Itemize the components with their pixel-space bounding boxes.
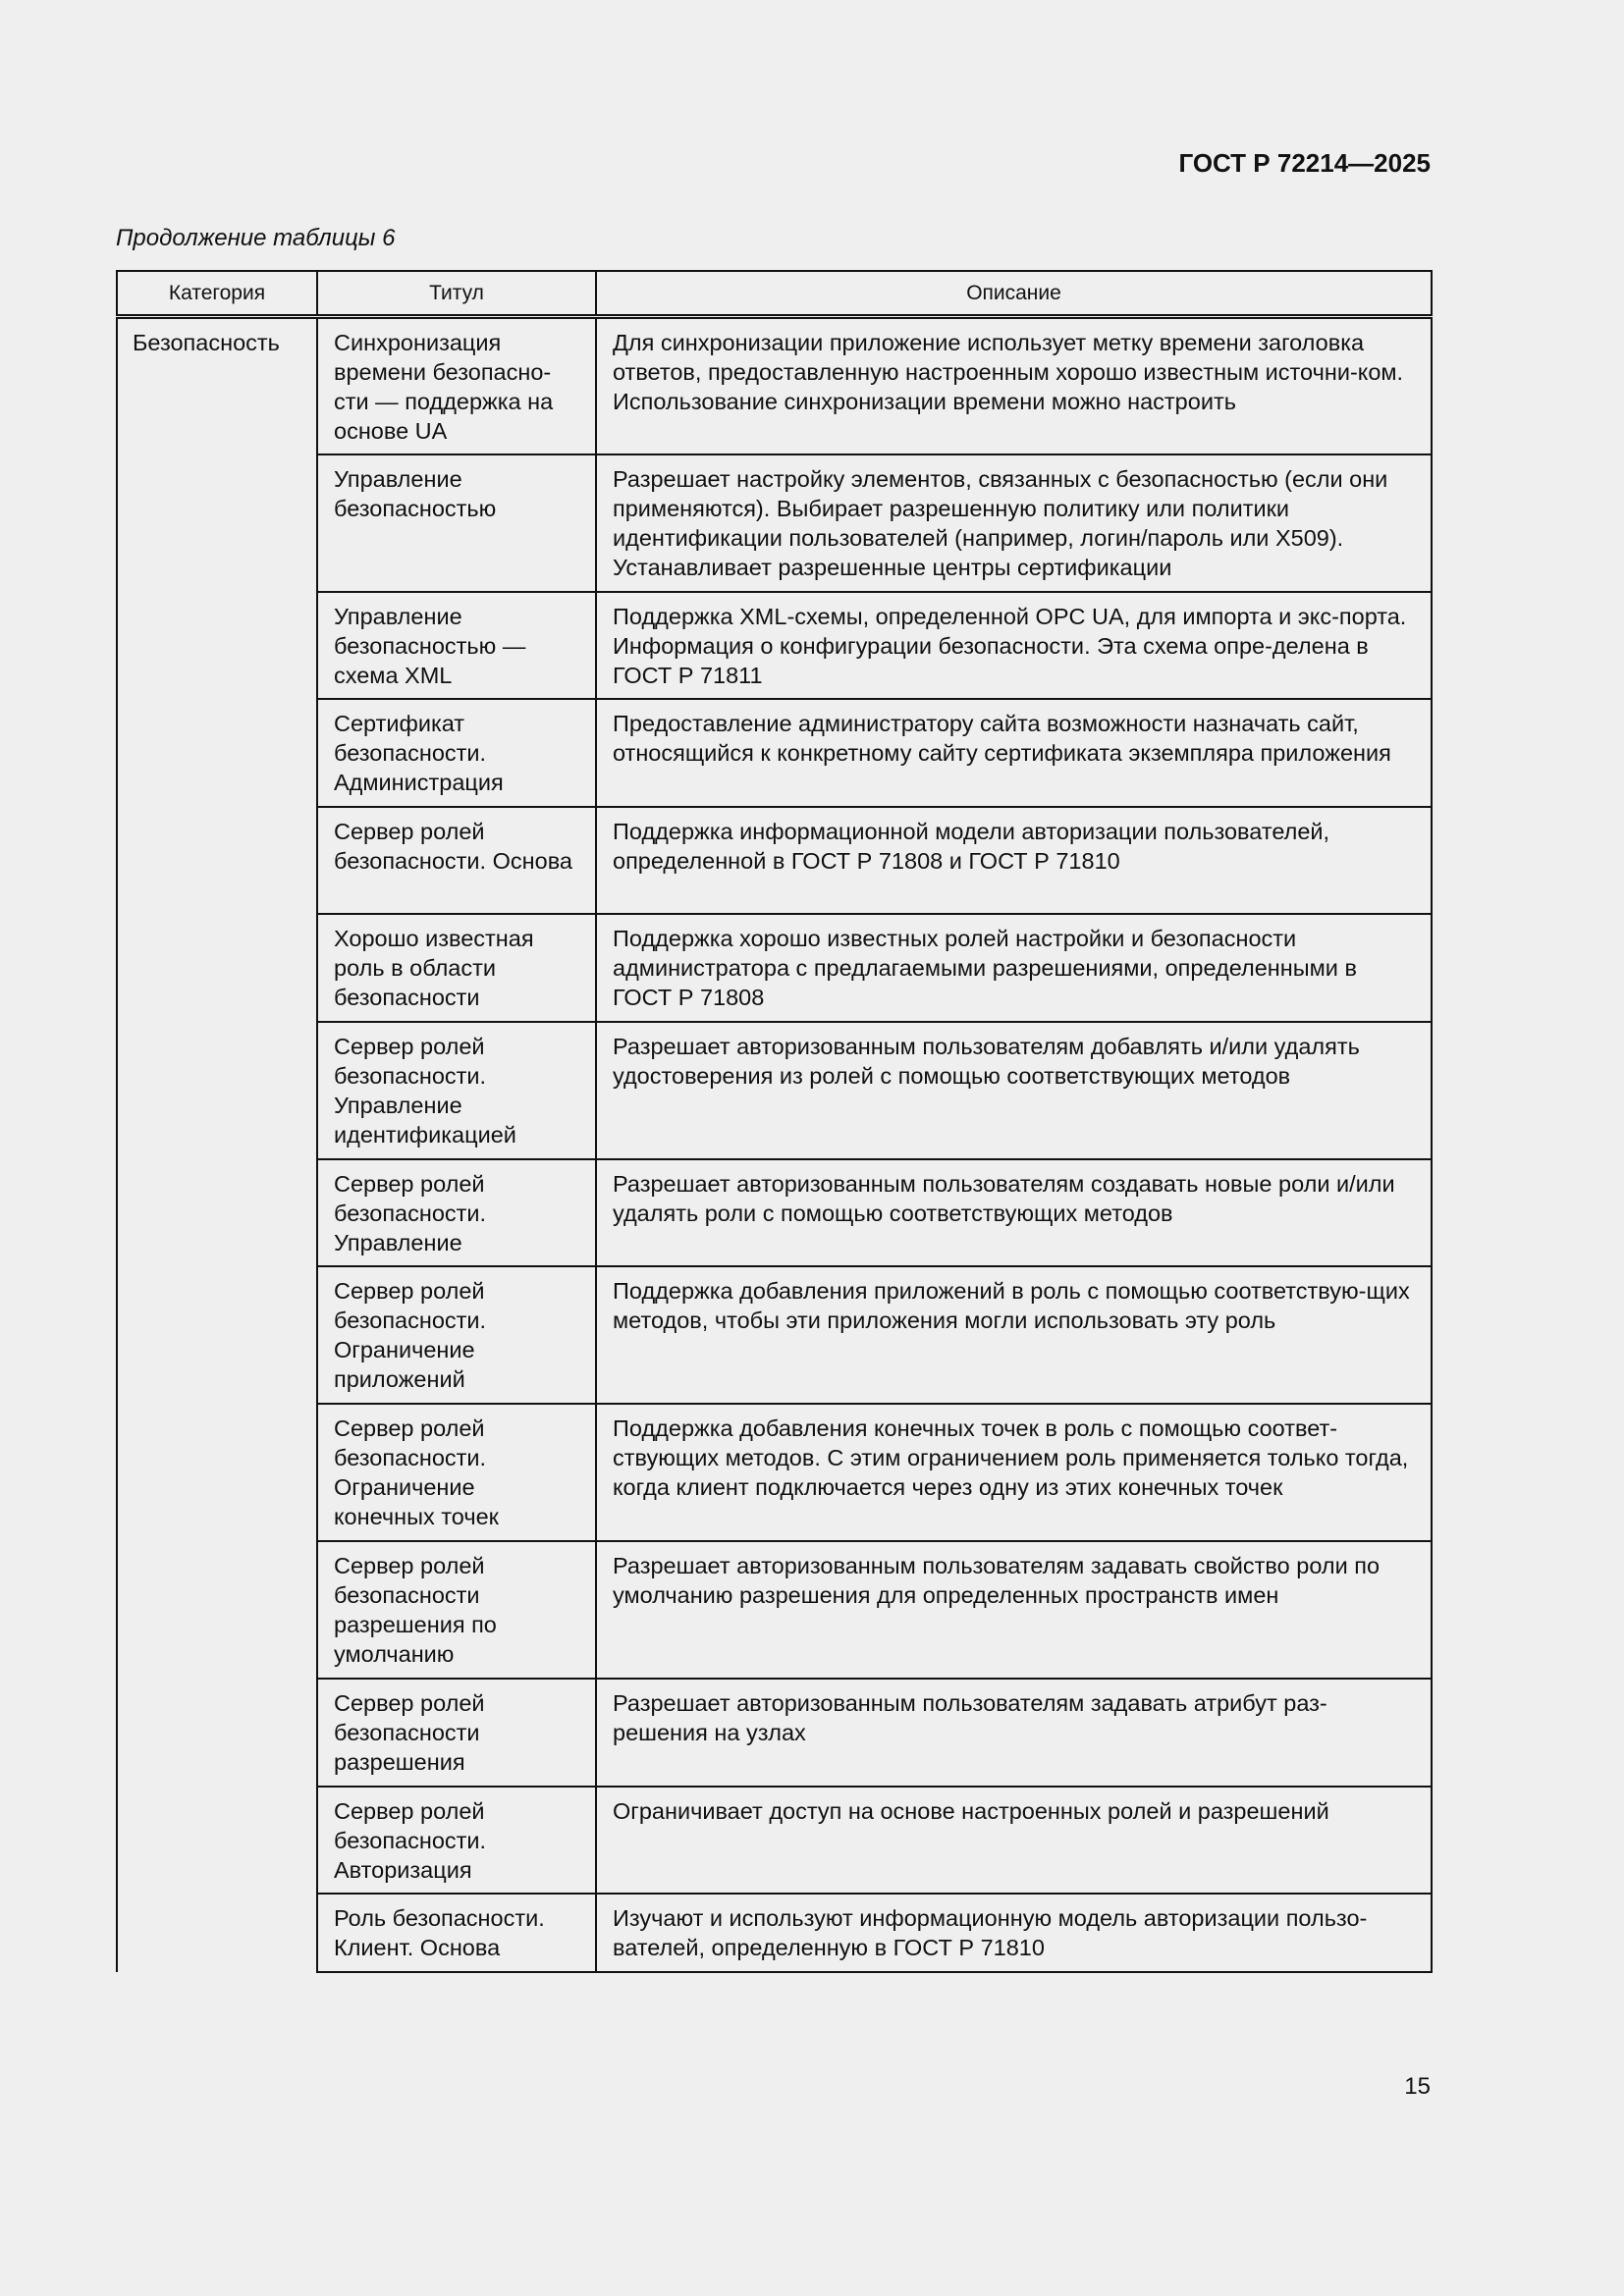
title-cell: Роль безопасности. Клиент. Основа (317, 1894, 596, 1972)
header-category: Категория (117, 271, 317, 317)
title-cell: Сервер ролей безопасности. Ограничение приложений (317, 1266, 596, 1404)
description-cell: Разрешает авторизованным пользователям задавать атрибут раз-решения на узлах (596, 1679, 1432, 1787)
description-cell: Для синхронизации приложение использует метку времени заголовка ответов, предоставленную настроенным хорошо известным источни-ком. Использование синхронизации времени можно настроить (596, 317, 1432, 455)
description-cell: Поддержка XML-схемы, определенной OPC UA, для импорта и экс-порта. Информация о конфигурации безопасности. Эта схема опре-делена в ГОСТ Р 71811 (596, 592, 1432, 699)
description-cell: Предоставление администратору сайта возможности назначать сайт, относящийся к конкретному сайту сертификата экземпляра приложения (596, 699, 1432, 807)
document-code: ГОСТ Р 72214—2025 (1178, 148, 1431, 178)
title-cell: Управление безопасностью — схема XML (317, 592, 596, 699)
title-cell: Сертификат безопасности. Администрация (317, 699, 596, 807)
category-cell: Безопасность (117, 317, 317, 1973)
description-cell: Поддержка добавления приложений в роль с помощью соответствую-щих методов, чтобы эти приложения могли использовать эту роль (596, 1266, 1432, 1404)
description-cell: Поддержка хорошо известных ролей настройки и безопасности администратора с предлагаемыми разрешениями, определенными в ГОСТ Р 71808 (596, 914, 1432, 1022)
description-cell: Ограничивает доступ на основе настроенных ролей и разрешений (596, 1787, 1432, 1894)
title-cell: Сервер ролей безопасности. Основа (317, 807, 596, 914)
title-cell: Синхронизация времени безопасно-сти — поддержка на основе UA (317, 317, 596, 455)
description-cell: Поддержка добавления конечных точек в роль с помощью соответ-ствующих методов. С этим ограничением роль применяется только тогда, когда клиент подключается через одну из этих конечных точек (596, 1404, 1432, 1541)
title-cell: Сервер ролей безопасности. Ограничение конечных точек (317, 1404, 596, 1541)
title-cell: Сервер ролей безопасности. Управление идентификацией (317, 1022, 596, 1159)
title-cell: Сервер ролей безопасности. Авторизация (317, 1787, 596, 1894)
title-cell: Хорошо известная роль в области безопасности (317, 914, 596, 1022)
title-cell: Сервер ролей безопасности разрешения (317, 1679, 596, 1787)
table-continuation-caption: Продолжение таблицы 6 (116, 225, 396, 251)
description-cell: Изучают и используют информационную модель авторизации пользо-вателей, определенную в ГОСТ Р 71810 (596, 1894, 1432, 1972)
header-title: Титул (317, 271, 596, 317)
title-cell: Сервер ролей безопасности разрешения по умолчанию (317, 1541, 596, 1679)
description-cell: Разрешает авторизованным пользователям задавать свойство роли по умолчанию разрешения для определенных пространств имен (596, 1541, 1432, 1679)
page-number: 15 (1404, 2073, 1431, 2100)
description-cell: Разрешает настройку элементов, связанных с безопасностью (если они применяются). Выбирает разрешенную политику или политики идентификации пользователей (например, логин/пароль или X509). Устанавливает разрешенные центры сертификации (596, 454, 1432, 592)
header-description: Описание (596, 271, 1432, 317)
description-cell: Поддержка информационной модели авторизации пользователей, определенной в ГОСТ Р 71808 и ГОСТ Р 71810 (596, 807, 1432, 914)
title-cell: Сервер ролей безопасности. Управление (317, 1159, 596, 1266)
table-row (117, 317, 1432, 455)
title-cell: Управление безопасностью (317, 454, 596, 592)
description-cell: Разрешает авторизованным пользователям добавлять и/или удалять удостоверения из ролей с помощью соответствующих методов (596, 1022, 1432, 1159)
requirements-table (116, 270, 1433, 1973)
description-cell: Разрешает авторизованным пользователям создавать новые роли и/или удалять роли с помощью соответствующих методов (596, 1159, 1432, 1266)
table-header-row (117, 271, 1432, 317)
